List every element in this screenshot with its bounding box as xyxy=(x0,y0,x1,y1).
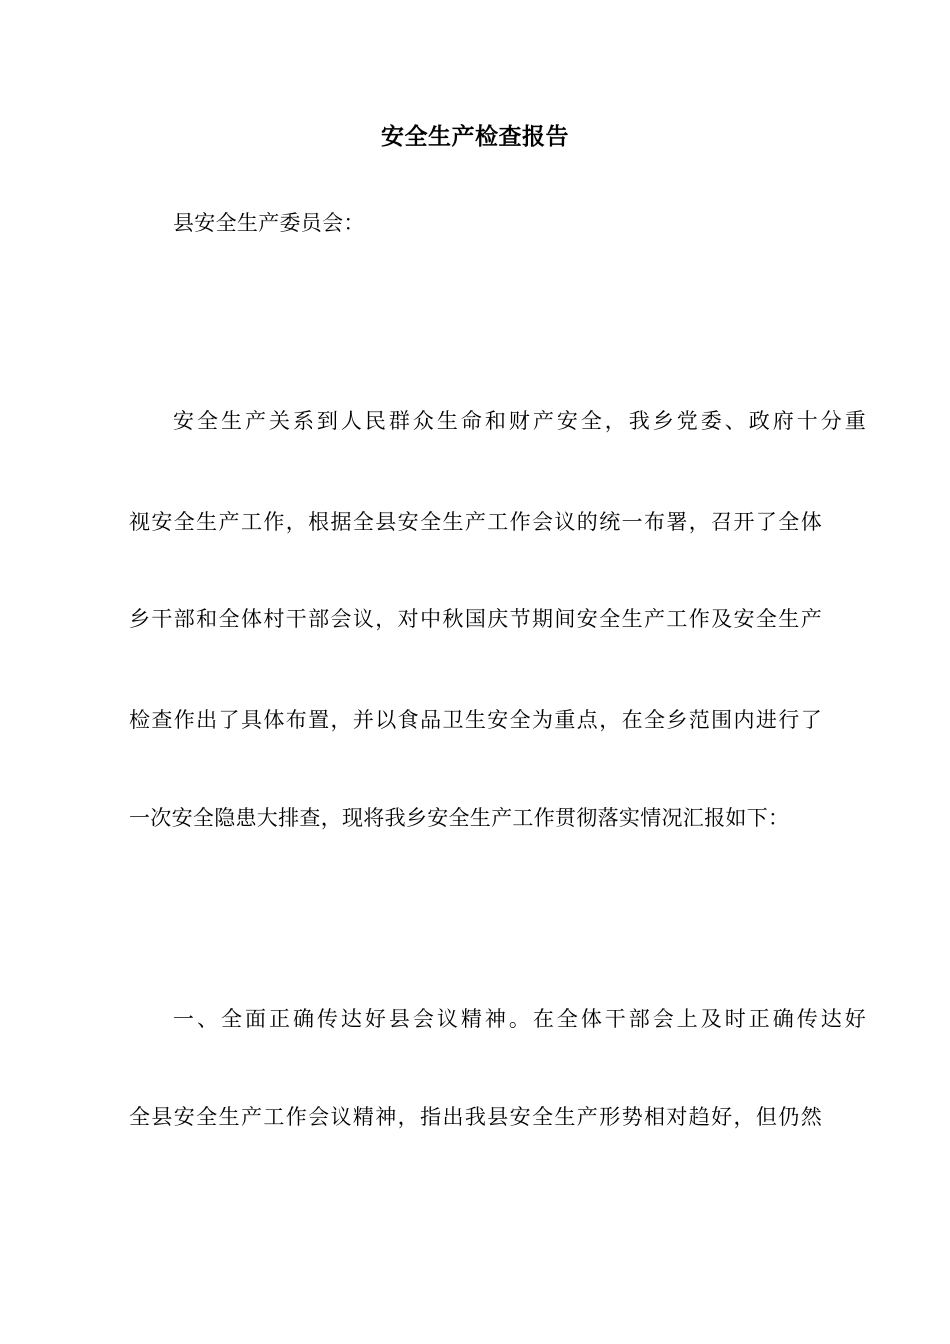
paragraph-2-line-2: 全县安全生产工作会议精神，指出我县安全生产形势相对趋好，但仍然 xyxy=(129,1105,822,1129)
paragraph-1-line-1: 安全生产关系到人民群众生命和财产安全，我乡党委、政府十分重 xyxy=(173,409,866,433)
paragraph-1-line-4: 检查作出了具体布置，并以食品卫生安全为重点，在全乡范围内进行了 xyxy=(129,708,822,732)
paragraph-1-line-3: 乡干部和全体村干部会议，对中秋国庆节期间安全生产工作及安全生产 xyxy=(129,607,822,631)
paragraph-1-line-5: 一次安全隐患大排查，现将我乡安全生产工作贯彻落实情况汇报如下： xyxy=(129,806,790,830)
paragraph-2-line-1: 一、全面正确传达好县会议精神。在全体干部会上及时正确传达好 xyxy=(173,1007,866,1031)
paragraph-1-line-2: 视安全生产工作，根据全县安全生产工作会议的统一布署，召开了全体 xyxy=(129,510,822,534)
document-title: 安全生产检查报告 xyxy=(381,124,569,150)
salutation: 县安全生产委员会： xyxy=(173,211,365,235)
